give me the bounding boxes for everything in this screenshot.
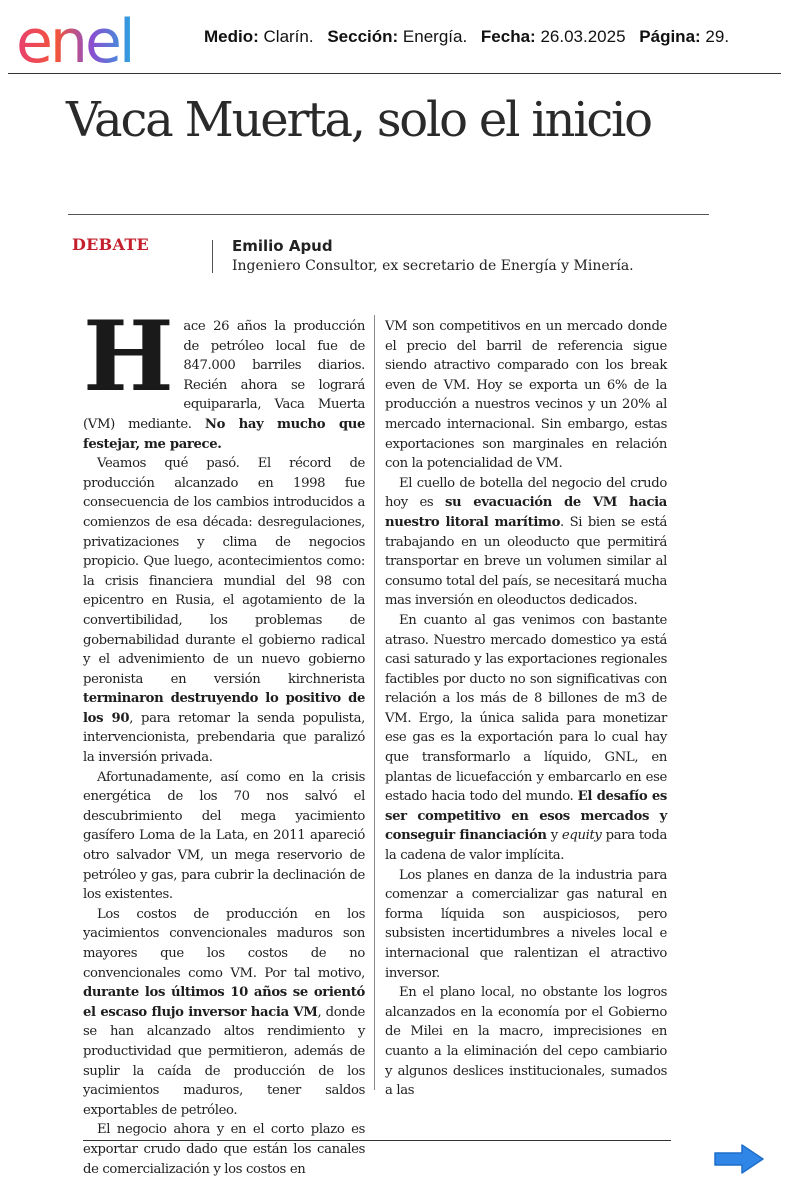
author-name: Emilio Apud (232, 237, 333, 255)
article-headline: Vaca Muerta, solo el inicio (66, 92, 651, 148)
paragraph: VM son competitivos en un mercado donde el precio del barril de referencia sigue siendo atractivo comparado con los break even de VM. Hoy se exporta un 6% de la producción a nuestros vecinos y un 20% al mercado internacional. Sin embargo, estas exportaciones son marginales en relación con la potencialidad de VM. (385, 319, 667, 472)
paragraph: El cuello de botella del negocio del crudo hoy es su evacuación de VM hacia nuestro litoral marítimo. Si bien se está trabajando en un oleoducto que permitirá transportar en breve un volumen similar al consumo total del país, se necesitará mucha mas inversión en oleoductos dedicados. (385, 475, 668, 609)
fecha-value: 26.03.2025 (540, 27, 626, 46)
section-tag: DEBATE (72, 235, 150, 254)
enel-logo (14, 8, 174, 70)
paragraph: Hace 26 años la producción de petróleo local fue de 847.000 barriles diarios. Recién ahora se logrará equipararla, Vaca Muerta (VM) mediante. No hay mucho que festejar, me parece. (83, 300, 365, 452)
drop-cap: H (83, 300, 174, 413)
article-column-left (83, 300, 365, 1179)
header-divider (8, 73, 781, 74)
paragraph: Los costos de producción en los yacimientos convencionales maduros son mayores que los costos de no convencionales como VM. Por tal motivo, durante los últimos 10 años se orientó el escaso flujo inversor hacia VM, donde se han alcanzado altos rendimiento y productividad que permitieron, además de suplir la caída de producción de los yacimientos maduros, tener saldos exportables de petróleo. (83, 906, 365, 1118)
paragraph: Veamos qué pasó. El récord de producción alcanzado en 1998 fue consecuencia de los cambios introducidos a comienzos de esa década: desregulaciones, privatizaciones y clima de negocios propicio. Que luego, acontecimientos como: la crisis financiera mundial del 98 con epicentro en Rusia, el agotamiento de la convertibilidad, los problemas de gobernabilidad durante el gobierno radical y el advenimiento de un nuevo gobierno peronista en versión kirchnerista terminaron destruyendo lo positivo de los 90, para retomar la senda populista, intervencionista, prebendaria que paralizó la inversión privada. (83, 456, 365, 766)
seccion-value: Energía. (402, 27, 468, 46)
pagina-label: Página: (639, 27, 701, 46)
right-arrow-icon[interactable] (712, 1142, 766, 1176)
medio-label: Medio: (204, 27, 259, 46)
svg-text:enel: enel (16, 8, 133, 70)
paragraph: Afortunadamente, así como en la crisis energética de los 70 nos salvó el descubrimiento del mega yacimiento gasífero Loma de la Lata, en 2011 apareció otro salvador VM, un mega reservorio de petróleo y gas, para cubrir la declinación de los existentes. (83, 769, 365, 903)
paragraph: En el plano local, no obstante los logros alcanzados en la economía por el Gobierno de Milei en la macro, imprecisiones en cuanto a la eliminación del cepo cambiario y algunos deslices institucionales, sumados a las (385, 985, 667, 1099)
column-divider (374, 315, 375, 1090)
fecha-label: Fecha: (480, 27, 536, 46)
byline-vertical-divider (212, 240, 213, 273)
article-column-right (385, 317, 667, 1101)
paragraph: Los planes en danza de la industria para comenzar a comercializar gas natural en forma líquida son auspiciosos, pero subsisten incertidumbres a niveles local e internacional que ralentizan el atractivo inversor. (385, 867, 667, 981)
paragraph: En cuanto al gas venimos con bastante atraso. Nuestro mercado domestico ya está casi saturado y las exportaciones regionales factibles por ducto no son significativas con relación a los más de 8 billones de m3 de VM. Ergo, la única salida para monetizar ese gas es la exportación para lo cual hay que transformarlo a líquido, GNL, en plantas de licuefacción y embarcarlo en ese estado hacia todo del mundo. El desafío es ser competitivo en esos mercados y conseguir financiación y equity para toda la cadena de valor implícita. (385, 612, 668, 864)
seccion-label: Sección: (327, 27, 399, 46)
author-role: Ingeniero Consultor, ex secretario de Energía y Minería. (232, 258, 634, 274)
paragraph: El negocio ahora y en el corto plazo es exportar crudo dado que están los canales de comercialización y los costos en (83, 1122, 365, 1177)
press-clip-meta (204, 27, 729, 47)
medio-value: Clarín. (263, 27, 314, 46)
byline-divider (68, 214, 709, 215)
pagina-value: 29. (705, 27, 730, 46)
footer-divider (83, 1140, 671, 1141)
